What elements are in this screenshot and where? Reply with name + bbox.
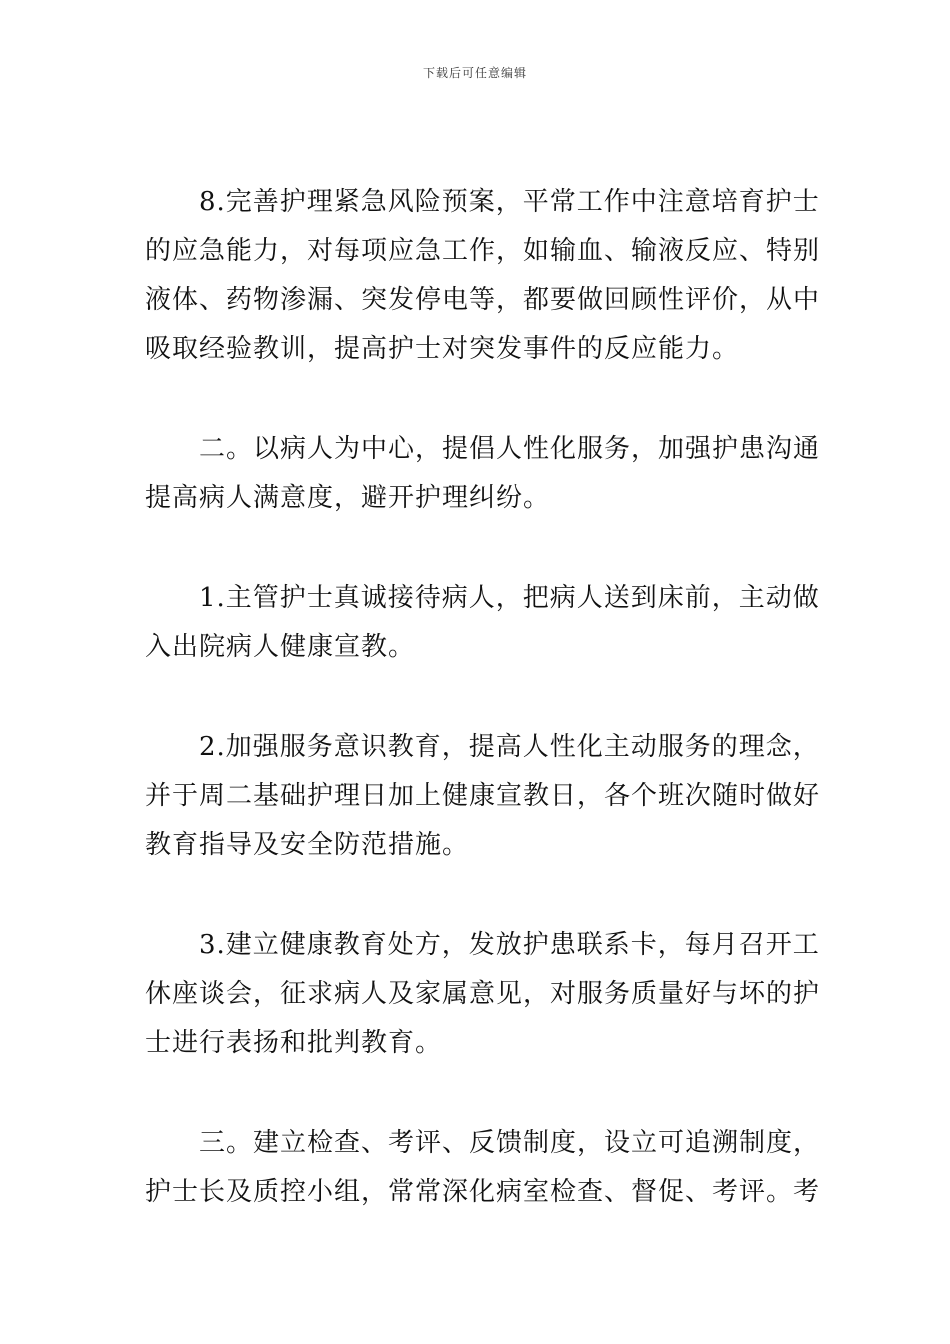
- text-line: 吸取经验教训，提高护士对突发事件的反应能力。: [145, 334, 740, 364]
- paragraph-item-2: [145, 723, 821, 870]
- text-line: 入出院病人健康宣教。: [145, 632, 416, 662]
- text-line: 士进行表扬和批判教育。: [145, 1028, 443, 1058]
- text-line: 并于周二基础护理日加上健康宣教日，各个班次随时做好: [145, 781, 821, 811]
- text-line: 液体、药物渗漏、突发停电等，都要做回顾性评价，从中: [145, 285, 821, 315]
- text-line: 的应急能力，对每项应急工作，如输血、输液反应、特别: [145, 236, 821, 266]
- text-line: 三。建立检查、考评、反馈制度，设立可追溯制度，: [199, 1128, 821, 1158]
- text-line: 休座谈会，征求病人及家属意见，对服务质量好与坏的护: [145, 979, 821, 1009]
- document-body: [145, 178, 821, 1268]
- section-heading-three: [145, 1119, 821, 1217]
- text-line: 二。以病人为中心，提倡人性化服务，加强护患沟通: [199, 434, 821, 464]
- text-line: 提高病人满意度，避开护理纠纷。: [145, 483, 551, 513]
- text-line: 护士长及质控小组，常常深化病室检查、督促、考评。考: [145, 1177, 821, 1207]
- paragraph-item-8: [145, 178, 821, 374]
- paragraph-item-3: [145, 921, 821, 1068]
- text-line: 教育指导及安全防范措施。: [145, 830, 470, 860]
- text-line: 8.完善护理紧急风险预案，平常工作中注意培育护士: [199, 187, 820, 217]
- text-line: 2.加强服务意识教育，提高人性化主动服务的理念，: [199, 732, 820, 762]
- text-line: 1.主管护士真诚接待病人，把病人送到床前，主动做: [199, 583, 820, 613]
- section-heading-two: [145, 425, 821, 523]
- text-line: 3.建立健康教育处方，发放护患联系卡，每月召开工: [199, 930, 820, 960]
- paragraph-item-1: [145, 574, 820, 672]
- page-header: 下载后可任意编辑: [422, 66, 527, 80]
